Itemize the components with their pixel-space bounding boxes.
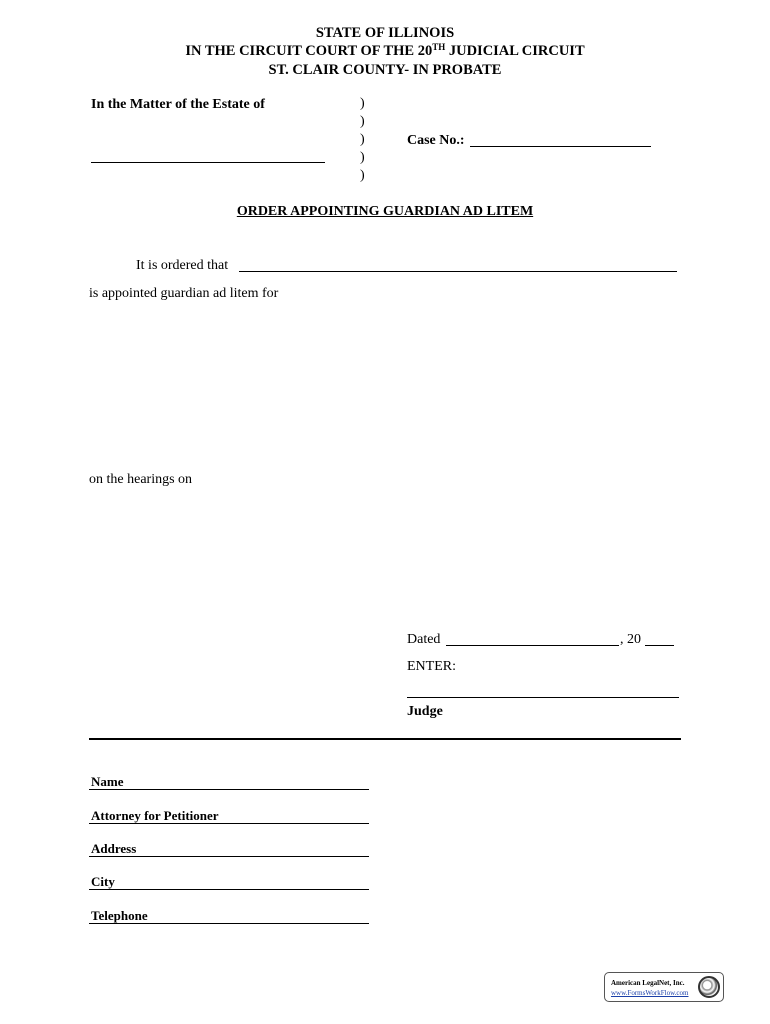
caption-paren: ) <box>360 132 365 147</box>
circuit-heading-suffix: JUDICIAL CIRCUIT <box>445 43 585 59</box>
caption-paren: ) <box>360 114 365 129</box>
ordered-text: It is ordered that <box>136 258 229 273</box>
date-line[interactable] <box>446 645 619 646</box>
caption-paren: ) <box>360 96 365 111</box>
year-line[interactable] <box>645 645 674 646</box>
appointed-text: is appointed guardian ad litem for <box>89 286 279 301</box>
guardian-name-line[interactable] <box>239 271 677 272</box>
court-circuit-heading <box>0 42 770 61</box>
publisher-url-link[interactable]: www.FormsWorkFlow.com <box>611 989 689 997</box>
year-prefix: , 20 <box>620 632 641 647</box>
court-county-heading: ST. CLAIR COUNTY- IN PROBATE <box>268 62 502 78</box>
estate-matter-label: In the Matter of the Estate of <box>91 97 265 112</box>
attorney-name-line[interactable] <box>89 789 369 790</box>
case-number-label: Case No.: <box>407 133 465 148</box>
attorney-address-line[interactable] <box>89 856 369 857</box>
caption-paren: ) <box>360 168 365 183</box>
hearings-text: on the hearings on <box>89 472 193 487</box>
circuit-ordinal-suffix: TH <box>432 42 446 52</box>
attorney-for-petitioner-line[interactable] <box>89 823 369 824</box>
circuit-heading-prefix: IN THE CIRCUIT COURT OF THE 20 <box>185 43 433 59</box>
attorney-city-line[interactable] <box>89 889 369 890</box>
court-state-heading: STATE OF ILLINOIS <box>315 25 455 41</box>
publisher-name: American LegalNet, Inc. <box>611 979 685 987</box>
attorney-city-label: City <box>91 874 115 889</box>
attorney-for-petitioner-label: Attorney for Petitioner <box>91 808 219 823</box>
enter-label: ENTER: <box>407 659 456 674</box>
judge-signature-line[interactable] <box>407 697 679 698</box>
case-number-line[interactable] <box>470 146 651 147</box>
order-title: ORDER APPOINTING GUARDIAN AD LITEM <box>236 204 534 219</box>
attorney-address-label: Address <box>91 841 137 856</box>
attorney-name-label: Name <box>91 774 124 789</box>
publisher-badge <box>604 972 724 1002</box>
section-divider <box>89 738 681 740</box>
attorney-telephone-line[interactable] <box>89 923 369 924</box>
dated-label: Dated <box>407 632 441 647</box>
judge-label: Judge <box>407 704 443 719</box>
caption-paren: ) <box>360 150 365 165</box>
attorney-telephone-label: Telephone <box>91 908 148 923</box>
publisher-logo-icon <box>698 976 720 998</box>
estate-name-line[interactable] <box>91 162 325 163</box>
